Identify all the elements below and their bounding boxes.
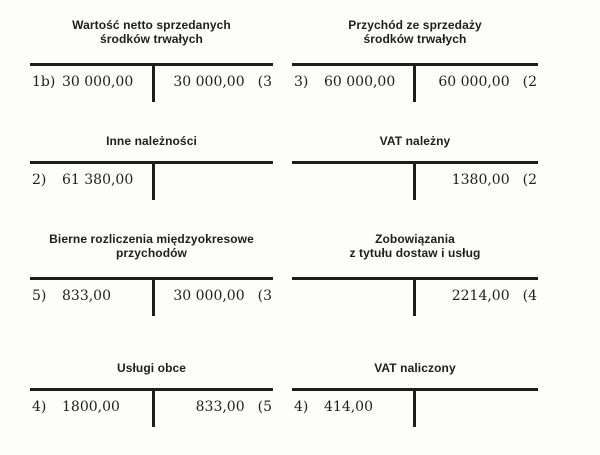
t-account-divider-line xyxy=(152,66,155,102)
entry-amount: 833,00 xyxy=(62,288,111,304)
entry-ref: (2 xyxy=(522,74,537,90)
credit-cell xyxy=(154,391,273,435)
t-account-vat-naliczony xyxy=(292,361,538,435)
account-title-line1: Wartość netto sprzedanych xyxy=(72,18,231,32)
account-title-line1: Zobowiązania xyxy=(375,232,455,246)
t-account-body xyxy=(292,63,538,110)
t-account-divider-line xyxy=(413,164,416,200)
debit-cell xyxy=(292,66,415,110)
entry-amount: 60 000,00 xyxy=(438,74,510,90)
debit-cell xyxy=(30,280,154,324)
entry-ref: (3 xyxy=(257,288,272,304)
entry-ref: 2) xyxy=(32,172,47,188)
account-title-line2: środków trwałych xyxy=(363,32,467,46)
debit-cell xyxy=(30,391,154,435)
entry-ref: 3) xyxy=(294,74,309,90)
t-account-uslugi-obce xyxy=(30,361,273,435)
account-title xyxy=(292,361,538,388)
debit-cell xyxy=(30,164,154,208)
entry-amount: 1380,00 xyxy=(451,172,510,188)
account-title-line1: VAT naliczony xyxy=(374,361,456,375)
t-account-divider-line xyxy=(152,391,155,427)
account-title xyxy=(30,134,273,161)
account-title-line2: przychodów xyxy=(115,246,187,260)
entry-amount: 60 000,00 xyxy=(324,74,396,90)
account-title-line1: Usługi obce xyxy=(116,361,187,375)
credit-cell xyxy=(154,66,273,110)
t-account-divider-line xyxy=(152,280,155,316)
entry-amount: 2214,00 xyxy=(451,288,510,304)
t-account-divider-line xyxy=(413,66,416,102)
entry-ref: 1b) xyxy=(32,74,56,90)
account-title-line1: VAT należny xyxy=(379,134,451,148)
credit-cell xyxy=(154,280,273,324)
entry-ref: 4) xyxy=(294,399,309,415)
account-title xyxy=(292,18,538,63)
credit-cell xyxy=(415,66,538,110)
account-title-line1: Bierne rozliczenia międzyokresowe xyxy=(49,232,254,246)
t-account-bierne-rozliczenia xyxy=(30,232,273,324)
t-account-body xyxy=(30,277,273,324)
entry-amount: 30 000,00 xyxy=(173,288,245,304)
account-title-line1: Inne należności xyxy=(106,134,197,148)
account-title-line1: Przychód ze sprzedaży xyxy=(348,18,482,32)
t-account-body xyxy=(292,277,538,324)
entry-amount: 414,00 xyxy=(324,399,373,415)
t-account-body xyxy=(292,161,538,208)
entry-amount: 1800,00 xyxy=(62,399,120,415)
credit-cell xyxy=(415,391,538,435)
t-account-zobowiazania xyxy=(292,232,538,324)
account-title-line2: z tytułu dostaw i usług xyxy=(349,246,481,260)
t-account-body xyxy=(30,388,273,435)
account-title xyxy=(292,232,538,277)
entry-ref: (2 xyxy=(522,172,537,188)
entry-ref: 4) xyxy=(32,399,47,415)
debit-cell xyxy=(30,66,154,110)
account-title xyxy=(30,361,273,388)
debit-cell xyxy=(292,391,415,435)
entry-ref: 5) xyxy=(32,288,47,304)
entry-amount: 833,00 xyxy=(195,399,245,415)
account-title xyxy=(30,18,273,63)
account-title xyxy=(292,134,538,161)
account-title xyxy=(30,232,273,277)
entry-ref: (3 xyxy=(257,74,272,90)
credit-cell xyxy=(154,164,273,208)
debit-cell xyxy=(292,164,415,208)
t-account-divider-line xyxy=(152,164,155,200)
t-account-body xyxy=(30,161,273,208)
entry-ref: (5 xyxy=(257,399,272,415)
t-account-body xyxy=(30,63,273,110)
credit-cell xyxy=(415,280,538,324)
entry-amount: 30 000,00 xyxy=(62,74,134,90)
t-account-divider-line xyxy=(413,280,416,316)
credit-cell xyxy=(415,164,538,208)
t-account-divider-line xyxy=(413,391,416,427)
t-account-vat-nalezny xyxy=(292,134,538,208)
t-account-wartosc-netto xyxy=(30,18,273,110)
debit-cell xyxy=(292,280,415,324)
entry-amount: 61 380,00 xyxy=(62,172,134,188)
account-title-line2: środków trwałych xyxy=(100,32,203,46)
t-account-przychod-ze-sprzedazy xyxy=(292,18,538,110)
entry-amount: 30 000,00 xyxy=(173,74,245,90)
t-account-inne-naleznosci xyxy=(30,134,273,208)
t-account-body xyxy=(292,388,538,435)
entry-ref: (4 xyxy=(522,288,537,304)
